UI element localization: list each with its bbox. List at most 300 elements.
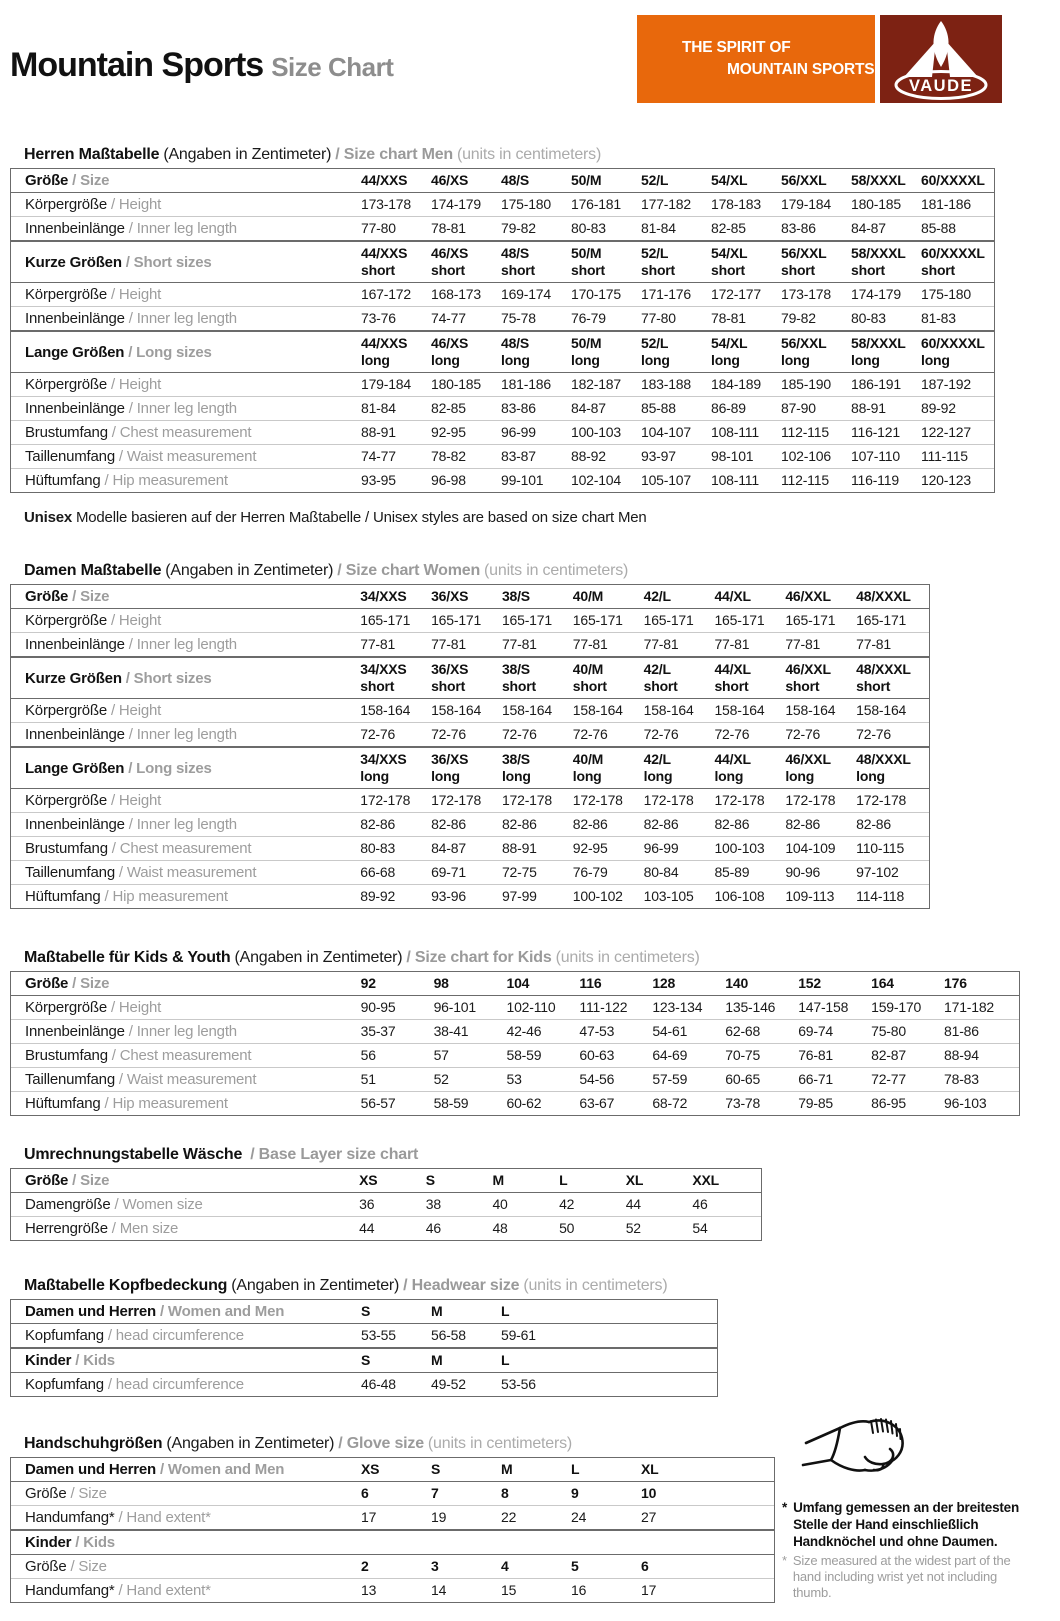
row-label: Größe / Size <box>25 172 110 189</box>
row-filler <box>991 430 994 436</box>
table-cell: 176 <box>944 975 967 991</box>
table-cell: 53 <box>506 1071 522 1087</box>
table-cell: 54/XL <box>711 172 748 188</box>
table-row <box>11 1067 1019 1091</box>
table-row <box>11 788 929 812</box>
table-cell: 4 <box>501 1558 509 1574</box>
table-row <box>11 306 994 330</box>
table-row <box>11 1091 1019 1115</box>
table-cell: 46/XS <box>431 172 469 188</box>
table-cell: 168-173 <box>431 286 481 302</box>
table-cell: 73-76 <box>361 310 396 326</box>
table-cell: 123-134 <box>652 999 703 1015</box>
size-table-kids <box>10 971 1020 1116</box>
table-cell: 120-123 <box>921 472 971 488</box>
table-cell: 53-56 <box>501 1376 536 1392</box>
table-cell <box>431 1540 501 1546</box>
table-cell: 80-83 <box>360 840 396 856</box>
table-cell: 52 <box>433 1071 449 1087</box>
table-cell: 60-63 <box>579 1047 615 1063</box>
table-cell: 175-180 <box>921 286 971 302</box>
table-cell: XL <box>625 1172 644 1188</box>
svg-text:VAUDE: VAUDE <box>908 77 974 95</box>
table-cell: 7 <box>431 1485 439 1501</box>
row-filler <box>711 1588 774 1594</box>
row-label: Brustumfang / Chest measurement <box>25 1047 252 1064</box>
table-cell: 34/XXS <box>360 588 407 604</box>
table-cell: 40/M short <box>572 661 607 694</box>
table-cell: 42/L <box>643 588 671 604</box>
table-row <box>11 282 994 306</box>
table-cell: 75-80 <box>871 1023 906 1039</box>
row-filler <box>991 382 994 388</box>
row-label: Damen und Herren / Women and Men <box>25 1461 285 1478</box>
section-header-row <box>11 972 1019 995</box>
table-cell: 63-67 <box>579 1095 615 1111</box>
table-cell: 22 <box>501 1509 517 1525</box>
table-cell: 76-79 <box>571 310 606 326</box>
row-label: Hüftumfang / Hip measurement <box>25 472 228 489</box>
table-cell: 97-99 <box>501 888 537 904</box>
row-filler <box>927 732 929 738</box>
table-cell: 83-86 <box>781 220 816 236</box>
table-cell: M <box>431 1303 443 1319</box>
table-cell: 69-71 <box>431 864 466 880</box>
table-cell: 179-184 <box>781 196 831 212</box>
title-sub: Size Chart <box>271 52 394 82</box>
table-cell: 81-86 <box>944 1023 979 1039</box>
row-filler <box>991 202 994 208</box>
row-label: Körpergröße / Height <box>25 792 162 809</box>
row-label: Brustumfang / Chest measurement <box>25 424 252 441</box>
table-cell: 72-76 <box>856 726 891 742</box>
table-cell: 73-78 <box>725 1095 761 1111</box>
row-filler <box>1017 1077 1019 1083</box>
table-cell: 111-122 <box>579 999 628 1015</box>
section-header-row <box>11 1458 774 1481</box>
row-filler <box>991 178 994 184</box>
table-cell: 58-59 <box>506 1047 542 1063</box>
kids-table-title: Maßtabelle für Kids & Youth (Angaben in Zentimeter) / Size chart for Kids (units in centimeters) <box>24 949 700 966</box>
footnote-german: * Umfang gemessen an der breitesten Stelle der Hand einschließlich Handknöchel und ohne Daumen. <box>782 1500 1020 1549</box>
footnote-english: * Size measured at the widest part of the hand including wrist yet not including thumb. <box>782 1553 1011 1600</box>
table-cell: 72-76 <box>714 726 750 742</box>
size-table-glove <box>10 1457 775 1603</box>
table-cell: 49-52 <box>431 1376 466 1392</box>
table-cell: 77-80 <box>361 220 396 236</box>
table-cell: 79-82 <box>781 310 816 326</box>
table-cell: 72-76 <box>643 726 679 742</box>
table-cell: 80-83 <box>571 220 606 236</box>
table-row <box>11 698 929 722</box>
table-cell: 15 <box>501 1582 517 1598</box>
table-cell: 42 <box>559 1196 575 1212</box>
table-cell: 183-188 <box>641 376 691 392</box>
table-cell: 179-184 <box>361 376 411 392</box>
table-cell: L <box>559 1172 568 1188</box>
table-cell: 184-189 <box>711 376 761 392</box>
table-cell: 100-103 <box>571 424 621 440</box>
table-cell: 56-58 <box>431 1327 466 1343</box>
row-filler <box>991 478 994 484</box>
table-cell: 66-68 <box>360 864 396 880</box>
row-filler <box>991 259 994 265</box>
section-header-row <box>11 746 929 788</box>
row-filler <box>927 618 929 624</box>
table-row <box>11 468 994 492</box>
row-label: Körpergröße / Height <box>25 286 162 303</box>
row-filler <box>927 642 929 648</box>
table-row <box>11 722 929 746</box>
table-cell: 24 <box>571 1509 587 1525</box>
banner-line1: THE SPIRIT OF <box>682 39 791 56</box>
table-row <box>11 995 1019 1019</box>
row-label: Taillenumfang / Waist measurement <box>25 448 257 465</box>
table-cell: 46-48 <box>361 1376 396 1392</box>
table-row <box>11 1372 717 1396</box>
table-cell: 75-78 <box>501 310 536 326</box>
table-cell: 102-104 <box>571 472 621 488</box>
table-cell: XL <box>641 1461 659 1477</box>
table-cell: 42/L long <box>643 751 673 784</box>
table-cell: 6 <box>361 1485 369 1501</box>
table-cell: 81-84 <box>361 400 396 416</box>
table-cell: 38/S long <box>501 751 531 784</box>
table-cell: XS <box>359 1172 378 1188</box>
table-cell: 40 <box>492 1196 508 1212</box>
table-cell: 58/XXXL <box>851 172 906 188</box>
table-cell: 158-164 <box>643 702 694 718</box>
table-cell: 135-146 <box>725 999 776 1015</box>
table-cell: 158-164 <box>501 702 552 718</box>
table-cell: 147-158 <box>798 999 849 1015</box>
table-cell: 60/XXXXL short <box>921 245 985 278</box>
table-cell: 72-76 <box>360 726 396 742</box>
table-cell: 99-101 <box>501 472 544 488</box>
row-filler <box>1017 1005 1019 1011</box>
table-row <box>11 372 994 396</box>
table-cell: 88-91 <box>851 400 886 416</box>
table-cell: 158-164 <box>785 702 836 718</box>
page-header <box>0 0 1060 103</box>
table-cell: 172-178 <box>431 792 482 808</box>
table-cell: 180-185 <box>851 196 901 212</box>
table-cell: 60/XXXXL <box>921 172 985 188</box>
section-header-row <box>11 1300 717 1323</box>
table-cell: XS <box>361 1461 380 1477</box>
table-cell: 77-81 <box>501 636 537 652</box>
table-cell: 54-56 <box>579 1071 615 1087</box>
row-label: Kopfumfang / head circumference <box>25 1376 244 1393</box>
table-cell: 50/M long <box>571 335 602 368</box>
row-filler <box>991 292 994 298</box>
row-label: Größe / Size <box>25 975 110 992</box>
row-label: Innenbeinlänge / Inner leg length <box>25 220 237 237</box>
table-cell: 46/XXL <box>785 588 831 604</box>
table-cell: 85-88 <box>921 220 956 236</box>
row-filler <box>571 1309 717 1315</box>
row-filler <box>571 1333 717 1339</box>
men-table-title: Herren Maßtabelle (Angaben in Zentimeter) / Size chart Men (units in centimeters) <box>24 146 602 163</box>
row-filler <box>927 894 929 900</box>
table-cell: 122-127 <box>921 424 971 440</box>
table-cell: 74-77 <box>431 310 466 326</box>
table-row <box>11 1323 717 1347</box>
row-filler <box>1017 1053 1019 1059</box>
size-table-men <box>10 168 995 493</box>
hand-measure-annotation <box>782 1409 1022 1601</box>
row-filler <box>571 1382 717 1388</box>
table-cell: 56 <box>360 1047 376 1063</box>
table-cell: 105-107 <box>641 472 691 488</box>
row-filler <box>927 870 929 876</box>
row-label: Innenbeinlänge / Inner leg length <box>25 816 237 833</box>
table-cell: 102-106 <box>781 448 831 464</box>
table-cell: 82-86 <box>501 816 537 832</box>
table-cell: 46/XXL long <box>785 751 831 784</box>
table-cell: 72-76 <box>501 726 537 742</box>
table-cell: 112-115 <box>781 472 829 488</box>
row-label: Lange Größen / Long sizes <box>25 759 212 777</box>
table-cell: 186-191 <box>851 376 901 392</box>
table-cell: 52/L <box>641 172 669 188</box>
table-row <box>11 1019 1019 1043</box>
table-cell: 172-178 <box>785 792 836 808</box>
table-cell: 116-121 <box>851 424 900 440</box>
table-cell: 173-178 <box>361 196 411 212</box>
table-cell: 82-85 <box>431 400 466 416</box>
section-header-row <box>11 330 994 372</box>
banner-line2: MOUNTAIN SPORTS <box>727 61 875 78</box>
row-label: Kurze Größen / Short sizes <box>25 253 212 271</box>
row-label: Kinder / Kids <box>25 1352 115 1369</box>
table-cell: 77-81 <box>785 636 821 652</box>
row-filler <box>991 316 994 322</box>
row-filler <box>759 1202 761 1208</box>
table-cell: 82-86 <box>643 816 679 832</box>
table-cell: 72-76 <box>431 726 466 742</box>
table-cell: 38/S <box>501 588 530 604</box>
row-filler <box>711 1467 774 1473</box>
table-cell: 93-97 <box>641 448 676 464</box>
row-label: Hüftumfang / Hip measurement <box>25 1095 228 1112</box>
table-row <box>11 1481 774 1505</box>
table-cell: 44/XL short <box>714 661 751 694</box>
row-label: Innenbeinlänge / Inner leg length <box>25 1023 237 1040</box>
size-table-headwear <box>10 1299 718 1397</box>
table-cell: 57 <box>433 1047 449 1063</box>
row-label: Innenbeinlänge / Inner leg length <box>25 310 237 327</box>
table-cell: 58-59 <box>433 1095 469 1111</box>
row-filler <box>1017 1101 1019 1107</box>
row-label: Größe / Size <box>25 1172 110 1189</box>
table-row <box>11 836 929 860</box>
table-cell: L <box>571 1461 580 1477</box>
table-row <box>11 884 929 908</box>
table-cell: 72-77 <box>871 1071 906 1087</box>
table-cell: 174-179 <box>431 196 481 212</box>
table-cell: 46 <box>692 1196 708 1212</box>
row-filler <box>927 675 929 681</box>
row-label: Taillenumfang / Waist measurement <box>25 1071 257 1088</box>
table-cell: 72-76 <box>785 726 821 742</box>
table-cell: 84-87 <box>851 220 886 236</box>
table-cell: 44/XXS <box>361 172 408 188</box>
row-filler <box>1017 981 1019 987</box>
table-cell: 77-81 <box>643 636 679 652</box>
table-cell: 98 <box>433 975 449 991</box>
vaude-logo <box>880 15 1002 103</box>
table-cell: L <box>501 1352 510 1368</box>
table-row <box>11 1216 761 1240</box>
table-cell: 54/XL short <box>711 245 748 278</box>
table-cell: 104 <box>506 975 530 991</box>
table-cell: 40/M <box>572 588 604 604</box>
spirit-banner <box>637 15 875 103</box>
section-header-row <box>11 585 929 608</box>
table-cell: 69-74 <box>798 1023 833 1039</box>
table-cell: 104-109 <box>785 840 836 856</box>
table-cell: 112-115 <box>781 424 829 440</box>
table-cell: 42-46 <box>506 1023 542 1039</box>
row-label: Größe / Size <box>25 1485 107 1502</box>
table-cell: 89-92 <box>921 400 956 416</box>
row-label: Körpergröße / Height <box>25 376 162 393</box>
table-cell: 81-84 <box>641 220 676 236</box>
row-filler <box>991 226 994 232</box>
table-cell: 70-75 <box>725 1047 761 1063</box>
row-filler <box>711 1540 774 1546</box>
table-cell: 77-81 <box>572 636 608 652</box>
table-cell: 88-91 <box>501 840 537 856</box>
table-cell: 68-72 <box>652 1095 688 1111</box>
size-table-women <box>10 584 930 909</box>
table-cell: S <box>361 1352 371 1368</box>
section-header-row <box>11 656 929 698</box>
row-filler <box>927 798 929 804</box>
table-cell: 3 <box>431 1558 439 1574</box>
baselayer-table-title: Umrechnungstabelle Wäsche / Base Layer size chart <box>24 1146 419 1163</box>
table-cell <box>641 1540 711 1546</box>
table-cell: 44/XXS short <box>361 245 408 278</box>
table-cell: 5 <box>571 1558 579 1574</box>
table-row <box>11 1505 774 1529</box>
table-row <box>11 1554 774 1578</box>
table-cell: 6 <box>641 1558 649 1574</box>
row-label: Brustumfang / Chest measurement <box>25 840 252 857</box>
table-cell: 108-111 <box>711 472 759 488</box>
row-label: Größe / Size <box>25 1558 107 1575</box>
table-cell: 173-178 <box>781 286 831 302</box>
table-cell: 171-176 <box>641 286 691 302</box>
row-filler <box>759 1226 761 1232</box>
table-row <box>11 216 994 240</box>
table-cell: 60-62 <box>506 1095 542 1111</box>
table-cell: S <box>361 1303 371 1319</box>
row-filler <box>991 454 994 460</box>
row-label: Körpergröße / Height <box>25 196 162 213</box>
table-cell: 82-86 <box>714 816 750 832</box>
row-label: Hüftumfang / Hip measurement <box>25 888 228 905</box>
table-cell: 165-171 <box>572 612 623 628</box>
row-filler <box>927 765 929 771</box>
table-cell: 48/XXXL short <box>856 661 911 694</box>
row-label: Kinder / Kids <box>25 1534 115 1551</box>
table-cell: 50/M <box>571 172 602 188</box>
row-label: Kurze Größen / Short sizes <box>25 669 212 687</box>
row-label: Herrengröße / Men size <box>25 1220 179 1237</box>
table-cell: 165-171 <box>785 612 836 628</box>
table-cell: 82-86 <box>431 816 466 832</box>
table-cell: 92-95 <box>431 424 466 440</box>
table-cell: 165-171 <box>501 612 552 628</box>
table-cell: 175-180 <box>501 196 551 212</box>
row-filler <box>571 1358 717 1364</box>
table-row <box>11 192 994 216</box>
table-cell: 46/XXL short <box>785 661 831 694</box>
table-cell: 72-76 <box>572 726 608 742</box>
table-row <box>11 396 994 420</box>
table-cell: 169-174 <box>501 286 551 302</box>
table-cell: 44/XXS long <box>361 335 408 368</box>
table-cell: 9 <box>571 1485 579 1501</box>
table-row <box>11 860 929 884</box>
table-cell: 2 <box>361 1558 369 1574</box>
table-cell <box>501 1540 571 1546</box>
table-cell: 84-87 <box>571 400 606 416</box>
table-cell: 42/L short <box>643 661 678 694</box>
row-label: Handumfang* / Hand extent* <box>25 1509 211 1526</box>
row-label: Handumfang* / Hand extent* <box>25 1582 211 1599</box>
table-cell: 56-57 <box>360 1095 396 1111</box>
table-cell: 80-84 <box>643 864 679 880</box>
table-cell: 89-92 <box>360 888 396 904</box>
table-cell: 27 <box>641 1509 657 1525</box>
table-cell: 83-86 <box>501 400 536 416</box>
table-cell: 52/L short <box>641 245 676 278</box>
table-cell: 74-77 <box>361 448 396 464</box>
table-cell: 187-192 <box>921 376 971 392</box>
table-cell: 88-92 <box>571 448 606 464</box>
table-cell: S <box>431 1461 441 1477</box>
table-cell: 40/M long <box>572 751 604 784</box>
table-cell: 58/XXXL long <box>851 335 906 368</box>
table-cell: 62-68 <box>725 1023 761 1039</box>
section-header-row <box>11 169 994 192</box>
table-cell: 106-108 <box>714 888 765 904</box>
table-cell: 171-182 <box>944 999 995 1015</box>
table-row <box>11 1043 1019 1067</box>
table-cell: 66-71 <box>798 1071 833 1087</box>
row-label: Innenbeinlänge / Inner leg length <box>25 400 237 417</box>
table-cell: 38-41 <box>433 1023 469 1039</box>
table-cell: 82-87 <box>871 1047 906 1063</box>
section-header-row <box>11 1347 717 1372</box>
table-cell: 14 <box>431 1582 447 1598</box>
table-cell: 50 <box>559 1220 575 1236</box>
table-cell: 92 <box>360 975 376 991</box>
section-header-row <box>11 1529 774 1554</box>
vaude-logo-icon <box>880 15 1002 103</box>
fist-measure-icon <box>800 1409 918 1495</box>
table-cell: S <box>425 1172 435 1188</box>
table-cell: 85-88 <box>641 400 676 416</box>
table-cell: 116 <box>579 975 602 991</box>
title-main: Mountain Sports <box>10 46 264 84</box>
row-label: Damengröße / Women size <box>25 1196 203 1213</box>
row-label: Damen und Herren / Women and Men <box>25 1303 285 1320</box>
table-cell: 48/XXXL long <box>856 751 911 784</box>
